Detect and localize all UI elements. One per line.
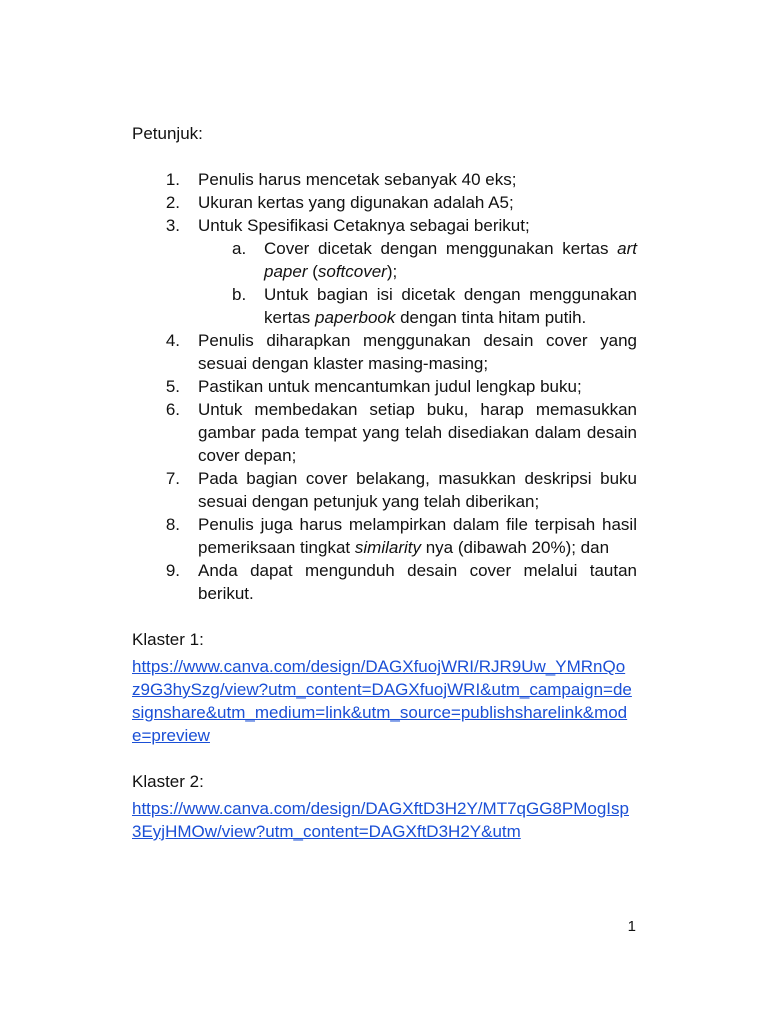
- list-number: 2.: [165, 193, 180, 212]
- list-text: Penulis juga harus melampirkan dalam file terpisah hasil pemeriksaan tingkat: [198, 515, 637, 557]
- list-text: Pastikan untuk mencantumkan judul lengkap buku;: [198, 377, 582, 396]
- list-text: Untuk Spesifikasi Cetaknya sebagai berikut;: [198, 216, 530, 235]
- list-text: Penulis harus mencetak sebanyak 40 eks;: [198, 170, 517, 189]
- list-number: 6.: [165, 400, 180, 419]
- list-number: 9.: [165, 561, 180, 580]
- sub-text: Untuk bagian isi dicetak dengan menggunakan kertas: [264, 285, 637, 327]
- list-item: [132, 168, 637, 191]
- cluster-2-section: [132, 770, 637, 843]
- list-item: [132, 513, 637, 559]
- list-item: [132, 398, 637, 467]
- list-text: Untuk membedakan setiap buku, harap memasukkan gambar pada tempat yang telah disediakan dalam desain cover depan;: [198, 400, 637, 465]
- list-number: 4.: [165, 331, 180, 350]
- sub-text: );: [386, 262, 398, 281]
- sub-text: dengan tinta hitam putih.: [395, 308, 587, 327]
- cluster-1-section: [132, 628, 637, 747]
- list-item: [132, 191, 637, 214]
- list-number: 8.: [165, 515, 180, 534]
- cluster-2-link[interactable]: https://www.canva.com/design/DAGXftD3H2Y/MT7qGG8PMogIsp3EyjHMOw/view?utm_content=DAGXftD3H2Y&utm: [132, 799, 629, 841]
- sub-list-item: [198, 237, 637, 283]
- sub-list-item: [198, 283, 637, 329]
- list-number: 3.: [165, 216, 180, 235]
- sub-list-letter: a.: [232, 239, 247, 258]
- list-text: Ukuran kertas yang digunakan adalah A5;: [198, 193, 514, 212]
- cluster-1-link[interactable]: https://www.canva.com/design/DAGXfuojWRI/RJR9Uw_YMRnQoz9G3hySzg/view?utm_content=DAGXfuojWRI&utm_campaign=designshare&utm_medium=link&utm_source=publishsharelink&mode=preview: [132, 657, 632, 745]
- list-item: [132, 467, 637, 513]
- instructions-list: [132, 168, 637, 605]
- document-page: [132, 122, 637, 843]
- sub-text: Cover dicetak dengan menggunakan kertas: [264, 239, 618, 258]
- list-item: [132, 375, 637, 398]
- list-text: Penulis diharapkan menggunakan desain cover yang sesuai dengan klaster masing-masing;: [198, 331, 637, 373]
- list-text-italic: similarity: [354, 538, 421, 557]
- cluster-label: Klaster 2:: [132, 772, 204, 791]
- sub-text-italic: art paper: [264, 239, 637, 281]
- list-item: [132, 559, 637, 605]
- list-text: nya (dibawah 20%); dan: [420, 538, 610, 557]
- list-number: 5.: [165, 377, 180, 396]
- page-number: 1: [627, 918, 636, 935]
- sub-text-italic: softcover: [317, 262, 387, 281]
- list-number: 1.: [165, 170, 180, 189]
- list-item: [132, 214, 637, 329]
- list-item: [132, 329, 637, 375]
- sub-text-italic: paperbook: [315, 308, 396, 327]
- sub-text: (: [307, 262, 318, 281]
- cluster-label: Klaster 1:: [132, 630, 204, 649]
- sub-list-letter: b.: [232, 285, 247, 304]
- sub-list: [198, 237, 637, 329]
- list-text: Pada bagian cover belakang, masukkan deskripsi buku sesuai dengan petunjuk yang telah diberikan;: [198, 469, 637, 511]
- instructions-heading: Petunjuk:: [132, 124, 203, 143]
- list-text: Anda dapat mengunduh desain cover melalui tautan berikut.: [198, 561, 637, 603]
- list-number: 7.: [165, 469, 180, 488]
